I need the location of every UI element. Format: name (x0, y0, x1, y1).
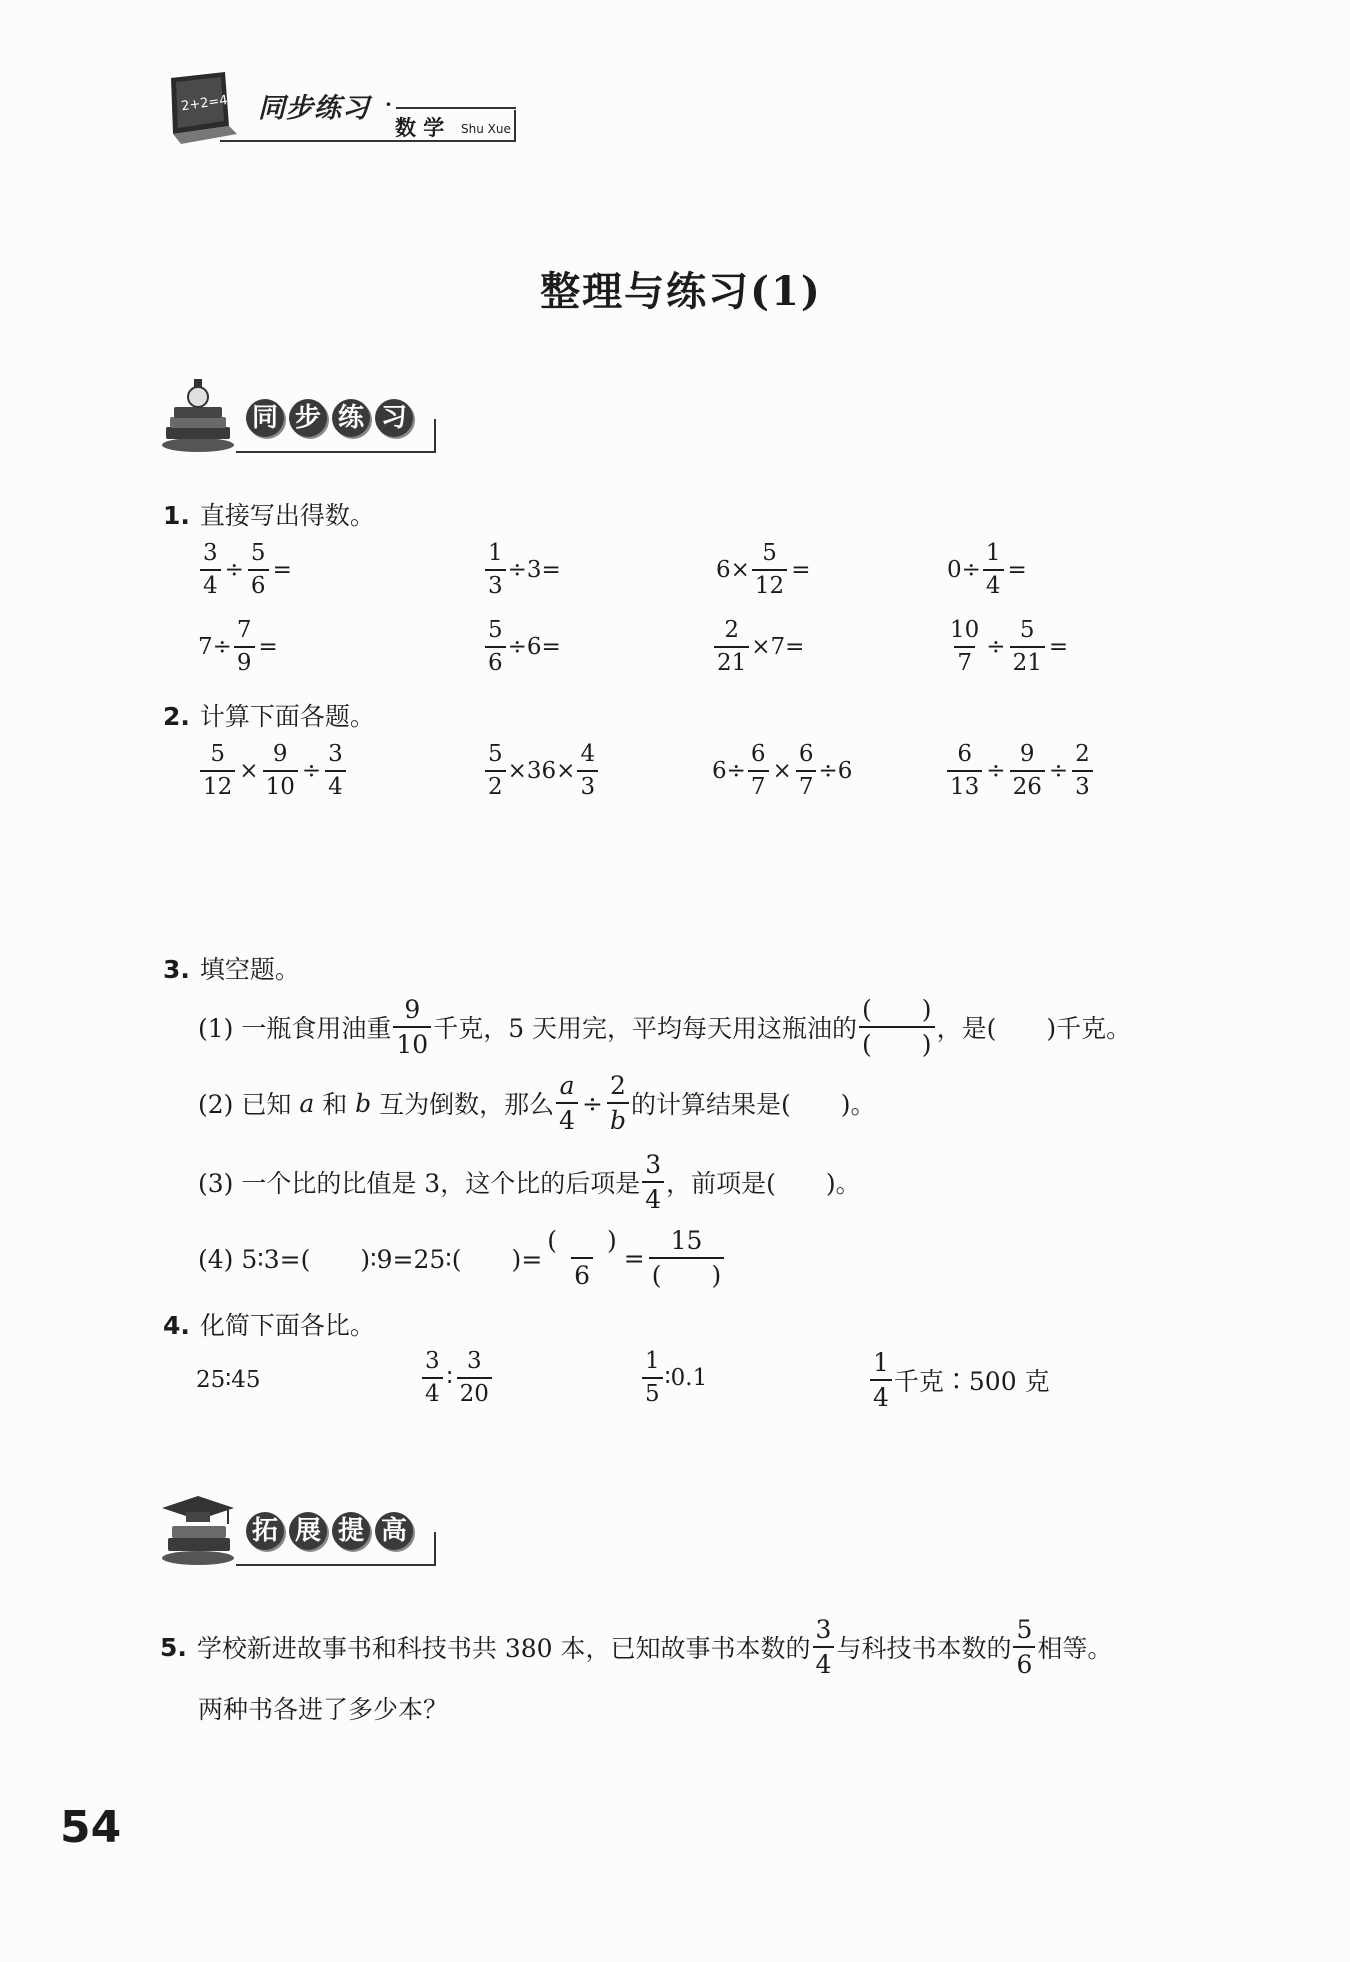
text-segment: 互为倒数，那么 (379, 1090, 555, 1119)
operator: ÷ (986, 758, 1006, 784)
fraction-denominator: 21 (714, 646, 749, 675)
variable: a (299, 1088, 315, 1118)
fraction-denominator: 6 (485, 646, 506, 675)
fraction-denominator: 4 (422, 1377, 443, 1406)
fraction-denominator: 3 (577, 770, 598, 799)
answer-blank-denominator[interactable]: ( ) (649, 1257, 725, 1288)
operator: × (239, 758, 259, 784)
text-segment: (1) 一瓶食用油重 (198, 1014, 392, 1043)
banner-char-3: 练 (332, 399, 370, 437)
equals: = (1048, 634, 1069, 660)
expression-middle: ×36× (507, 758, 576, 784)
fraction-numerator: 10 (950, 617, 980, 643)
fraction-numerator: 4 (580, 741, 596, 767)
fraction-denominator: 13 (947, 770, 982, 799)
fraction-denominator: 21 (1010, 646, 1045, 675)
page-title: 整理与练习(1) (540, 268, 822, 315)
fraction-denominator: 7 (748, 770, 769, 799)
operator: ÷ (582, 1088, 603, 1118)
text-segment: 学校新进故事书和科技书共 380 本，已知故事书本数的 (196, 1634, 811, 1663)
header-underline (220, 140, 516, 142)
q1-item (947, 542, 1029, 598)
expression-prefix: 6× (716, 557, 750, 583)
fraction-numerator: 15 (670, 1226, 703, 1255)
fraction-denominator: 6 (248, 569, 269, 598)
text-segment: (2) 已知 (198, 1090, 292, 1119)
fraction-denominator: 6 (571, 1257, 593, 1288)
q4-item (420, 1350, 494, 1406)
fraction-numerator: 5 (488, 617, 503, 643)
q3-number: 3. (163, 955, 190, 984)
fraction-denominator: 9 (234, 646, 255, 675)
header-title: 同步练习 (258, 93, 370, 124)
fraction-numerator: 2 (610, 1071, 626, 1100)
q3-prompt: 填空题。 (199, 955, 300, 984)
q1-item (483, 542, 561, 598)
equals: = (791, 557, 811, 583)
books-lamp-icon (158, 375, 238, 455)
q4-heading (163, 1306, 375, 1342)
fraction-numerator: 1 (645, 1348, 660, 1374)
fraction-denominator: 4 (642, 1181, 664, 1212)
q4-number: 4. (163, 1311, 190, 1340)
fraction-numerator: 3 (466, 1348, 482, 1374)
q2-number: 2. (163, 702, 190, 731)
fraction-denominator: 7 (796, 770, 817, 799)
fraction-numerator: 5 (250, 540, 266, 566)
ratio-colon: ∶ (446, 1365, 453, 1391)
operator: ÷ (1048, 758, 1069, 784)
banner-char-4: 高 (375, 1512, 413, 1550)
expression-prefix: 0÷ (947, 557, 981, 583)
banner-underline (236, 451, 436, 453)
fraction-denominator: 4 (983, 569, 1004, 598)
fraction-denominator: 4 (200, 569, 221, 598)
fraction-numerator: 9 (1019, 741, 1035, 767)
fraction-numerator: 9 (272, 741, 288, 767)
header-subject: 数 学 (395, 116, 445, 140)
fraction-numerator: 3 (328, 741, 343, 767)
equals: = (1007, 557, 1027, 583)
q1-number: 1. (163, 501, 190, 530)
fraction-numerator: 5 (1019, 617, 1035, 643)
text-segment: 相等。 (1037, 1634, 1113, 1663)
q4-item (196, 1367, 261, 1393)
variable: b (355, 1088, 372, 1118)
fraction-denominator: 3 (1072, 770, 1093, 799)
expression-rest: ×7= (751, 634, 805, 660)
fraction-numerator: 6 (750, 741, 766, 767)
q1-item (483, 619, 561, 675)
fraction-numerator: 6 (957, 741, 972, 767)
operator: ÷ (224, 557, 244, 583)
page-number: 54 (60, 1802, 122, 1853)
banner-bracket (434, 1532, 436, 1566)
q2-item (945, 743, 1095, 799)
q3-part-1 (198, 997, 1131, 1057)
ratio-text: 千克∶500 克 (893, 1367, 1050, 1396)
text-segment: 的计算结果是( )。 (631, 1090, 876, 1119)
section-banner-practice (158, 375, 438, 455)
text-segment: 与科技书本数的 (836, 1634, 1012, 1663)
banner-bracket (434, 419, 436, 453)
equals: = (623, 1243, 645, 1273)
fraction-numerator: 6 (798, 741, 814, 767)
text-segment: (3) 一个比的比值是 3，这个比的后项是 (198, 1169, 641, 1198)
q1-item (712, 619, 804, 675)
q1-item (716, 542, 812, 598)
q5-line-2 (198, 1690, 448, 1726)
q2-prompt: 计算下面各题。 (199, 702, 375, 731)
equals: = (272, 557, 292, 583)
fraction-numerator: 5 (210, 741, 225, 767)
header-bracket (514, 110, 516, 142)
fraction-numerator: 3 (815, 1615, 832, 1644)
fraction-denominator: 7 (954, 646, 975, 675)
fraction-numerator: 7 (236, 617, 252, 643)
fraction-denominator: 6 (1013, 1646, 1035, 1677)
operator: ÷ (301, 758, 322, 784)
fraction-denominator: 12 (200, 770, 235, 799)
section-banner-extension (158, 1488, 438, 1568)
fraction-denominator: 3 (485, 569, 506, 598)
expression-prefix: 7÷ (198, 634, 232, 660)
banner-char-2: 展 (289, 1512, 327, 1550)
answer-blank-numerator[interactable]: ( ) (547, 1226, 617, 1255)
ratio-text: 25∶45 (196, 1367, 261, 1393)
banner-char-1: 拓 (246, 1512, 284, 1550)
q1-item (945, 619, 1070, 675)
expression-rest: ÷6= (507, 634, 561, 660)
header-dot: · (385, 92, 392, 116)
fraction-denominator: 4 (870, 1379, 892, 1410)
operator: × (772, 758, 792, 784)
banner-underline (236, 1564, 436, 1566)
text-segment: ，是( )千克。 (936, 1014, 1132, 1043)
logo-text: 2+2=4 (180, 92, 229, 115)
q3-part-2 (198, 1073, 876, 1133)
equals: = (258, 634, 278, 660)
q3-part-4 (198, 1228, 726, 1288)
q1-heading (163, 496, 375, 532)
q1-prompt: 直接写出得数。 (199, 501, 375, 530)
fraction-denominator: 10 (263, 770, 298, 799)
fraction-denominator: 2 (485, 770, 506, 799)
fraction-numerator: 5 (488, 741, 503, 767)
fraction-denominator: 20 (457, 1377, 492, 1406)
operator: ÷ (986, 634, 1006, 660)
fraction-numerator: 5 (1016, 1615, 1033, 1644)
q5-number: 5. (160, 1632, 187, 1662)
fraction-numerator: a (559, 1071, 575, 1100)
header-pinyin: Shu Xue (461, 122, 511, 136)
text-segment: 两种书各进了多少本？ (198, 1695, 449, 1724)
ratio-text: ∶0.1 (664, 1365, 708, 1391)
fraction-numerator: 3 (425, 1348, 440, 1374)
banner-char-3: 提 (332, 1512, 370, 1550)
q1-item (198, 619, 280, 675)
q3-heading (163, 950, 300, 986)
q2-item (198, 743, 348, 799)
banner-char-4: 习 (375, 399, 413, 437)
header-bracket-top (396, 107, 516, 109)
q1-item (198, 542, 294, 598)
fraction-denominator: 4 (813, 1646, 835, 1677)
banner-char-2: 步 (289, 399, 327, 437)
fraction-numerator: 3 (203, 540, 218, 566)
fraction-numerator: 1 (488, 540, 503, 566)
text-segment: ，前项是( )。 (666, 1169, 861, 1198)
q4-prompt: 化简下面各比。 (199, 1311, 375, 1340)
q4-item (868, 1350, 1050, 1410)
banner-char-1: 同 (246, 399, 284, 437)
expression-suffix: ÷6 (818, 758, 853, 784)
q2-item (712, 743, 852, 799)
fraction-denominator: 4 (325, 770, 346, 799)
fraction-denominator: 5 (642, 1377, 663, 1406)
fraction-denominator: 4 (556, 1102, 578, 1133)
q2-item (483, 743, 600, 799)
graduation-cap-books-icon (158, 1488, 238, 1568)
fraction-numerator: 2 (1075, 741, 1090, 767)
answer-blank-numerator[interactable]: ( ) (862, 995, 932, 1024)
fraction-denominator: 26 (1010, 770, 1045, 799)
q5-line-1 (160, 1617, 1112, 1677)
q3-part-3 (198, 1152, 861, 1212)
expression-prefix: 6÷ (712, 758, 746, 784)
fraction-numerator: 1 (985, 540, 1001, 566)
fraction-numerator: 2 (724, 617, 739, 643)
expression-rest: ÷3= (507, 557, 561, 583)
fraction-denominator: 12 (752, 569, 787, 598)
fraction-denominator: 10 (393, 1026, 431, 1057)
fraction-numerator: 9 (404, 995, 421, 1024)
text-segment: 千克，5 天用完，平均每天用这瓶油的 (433, 1014, 858, 1043)
text-segment: (4) 5∶3=( )∶9=25∶( )= (198, 1245, 543, 1274)
fraction-numerator: 3 (645, 1150, 662, 1179)
blackboard-logo-icon (163, 68, 243, 148)
fraction-numerator: 1 (873, 1348, 889, 1377)
q2-heading (163, 697, 375, 733)
q4-item (640, 1350, 707, 1406)
text-segment: 和 (322, 1090, 348, 1119)
fraction-denominator: b (607, 1102, 629, 1133)
fraction-numerator: 5 (762, 540, 777, 566)
answer-blank-denominator[interactable]: ( ) (859, 1026, 935, 1057)
